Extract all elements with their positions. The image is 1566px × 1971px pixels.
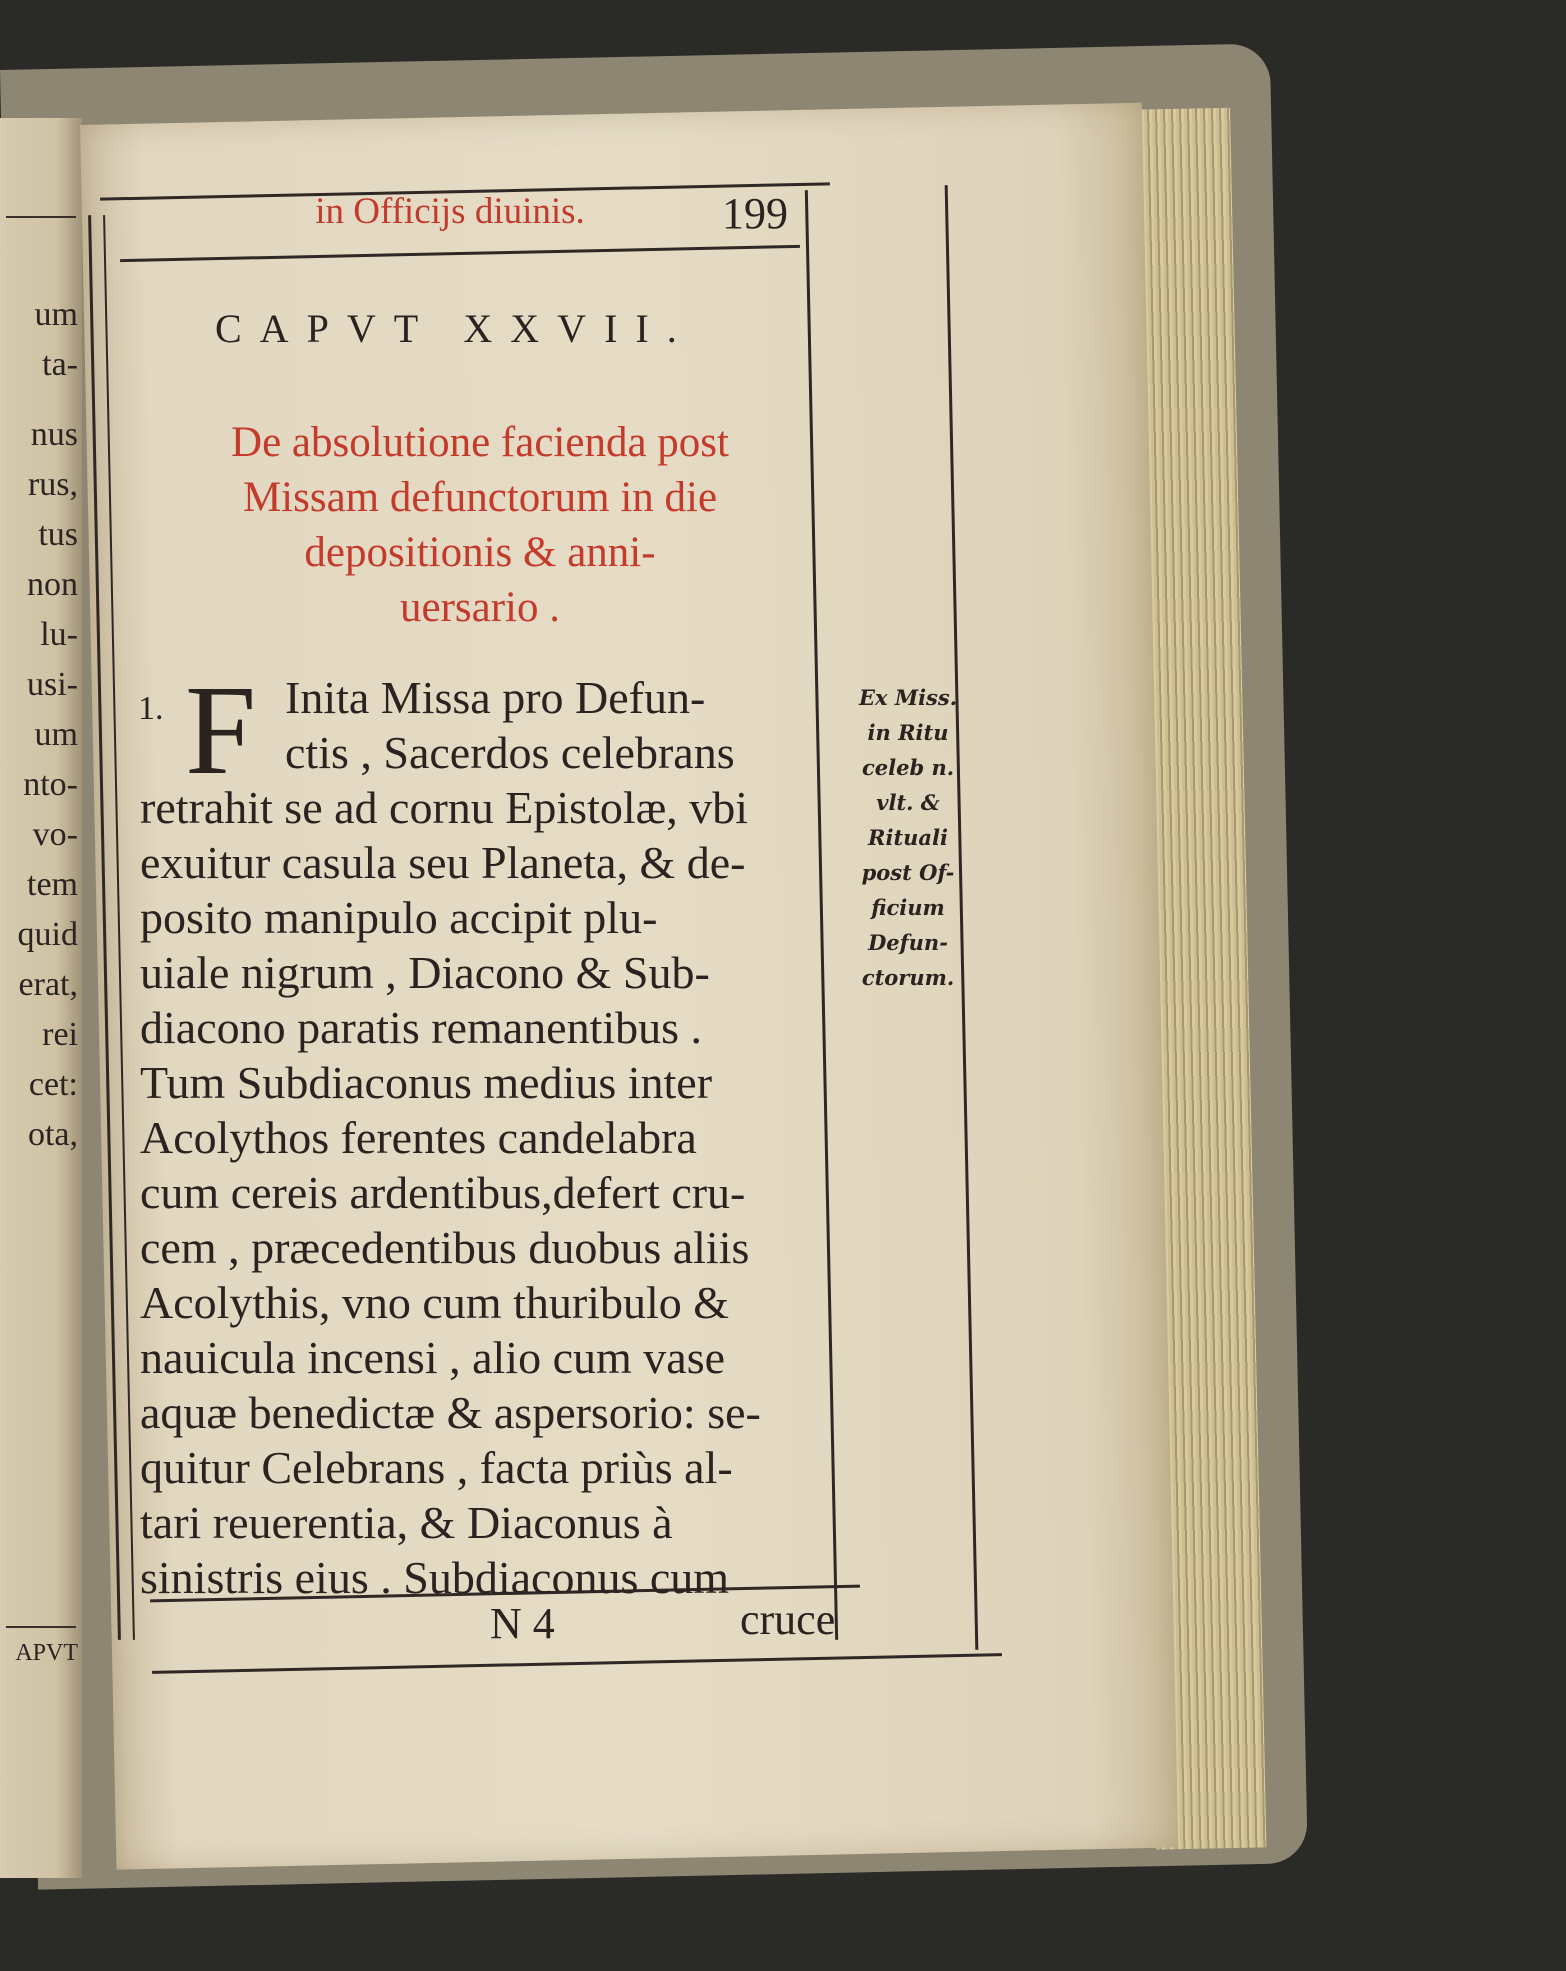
heading-line: Missam defunctorum in die [242,474,718,521]
text-line: ctis , Sacerdos celebrans [285,727,735,778]
margin-note-line: post Of- [861,860,955,885]
left-page-fragment: cet: [28,1066,78,1103]
text-line: nauicula incensi , alio cum vase [140,1332,726,1383]
marginal-note [843,680,973,995]
text-line: cem , præcedentibus duobus aliis [140,1222,750,1273]
margin-note-line: vlt. & [876,790,940,815]
drop-capital: F [185,659,257,801]
margin-note-line: Defun- [868,930,948,955]
text-line: Acolythos ferentes candelabra [140,1112,697,1163]
left-page-fragment: ota, [27,1116,78,1153]
left-page-fragment: quid [17,916,78,953]
text-line: sinistris eius . Subdiaconus cum [140,1552,730,1603]
running-title: in Officijs diuinis. [315,191,585,232]
text-line: aquæ benedictæ & aspersorio: se- [140,1387,761,1438]
text-line: quitur Celebrans , facta priùs al- [140,1442,733,1493]
left-page-fragment: erat, [18,966,78,1003]
left-page-fragment: nto- [23,766,78,803]
body-paragraph [140,659,840,1605]
left-page-fragment: um [34,716,78,753]
text-line: cum cereis ardentibus,defert cru- [140,1167,746,1218]
left-page-fragment: vo- [32,816,78,853]
text-line: posito manipulo accipit plu- [140,892,658,943]
left-page-fragment: rei [42,1016,78,1053]
left-page-edge [0,118,82,1878]
left-page-fragment: um [34,296,78,333]
left-page-fragment: tem [27,866,78,903]
signature-mark: N 4 [490,1599,555,1648]
left-page-rule [6,216,76,218]
left-page-fragment: ta- [42,346,78,383]
page-number: 199 [722,189,788,238]
margin-note-line: in Ritu [867,720,949,745]
margin-note-line: Ex Miss. [858,685,958,710]
text-line: tari reuerentia, & Diaconus à [140,1497,673,1548]
left-page-rule [6,1626,76,1628]
heading-line: uersario . [400,584,560,631]
left-page-fragment: tus [38,516,78,553]
chapter-heading [140,415,820,635]
text-line: exuitur casula seu Planeta, & de- [140,837,746,888]
margin-note-line: ficium [871,895,945,920]
text-line: diacono paratis remanentibus . [140,1002,703,1053]
text-line: retrahit se ad cornu Epistolæ, vbi [140,782,749,833]
catchword: cruce [740,1595,836,1644]
text-line: Tum Subdiaconus medius inter [140,1057,713,1108]
text-line: uiale nigrum , Diacono & Sub- [140,947,710,998]
margin-note-line: celeb n. [861,755,955,780]
text-line: Inita Missa pro Defun- [285,672,706,723]
margin-note-line: Rituali [868,825,948,850]
left-page-fragment: APVT [15,1640,78,1666]
heading-line: depositionis & anni- [304,529,656,576]
chapter-label: CAPVT XXVII. [215,306,695,351]
left-page-fragment: rus, [27,466,78,503]
margin-note-line: ctorum. [861,965,955,990]
left-page-fragment: non [27,566,78,603]
left-page-fragment: lu- [40,616,78,653]
paragraph-number: 1. [138,690,164,727]
text-line: Acolythis, vno cum thuribulo & [140,1277,730,1328]
left-page-fragment: nus [30,416,78,453]
left-page-fragment: usi- [27,666,78,703]
heading-line: De absolutione facienda post [231,419,729,466]
